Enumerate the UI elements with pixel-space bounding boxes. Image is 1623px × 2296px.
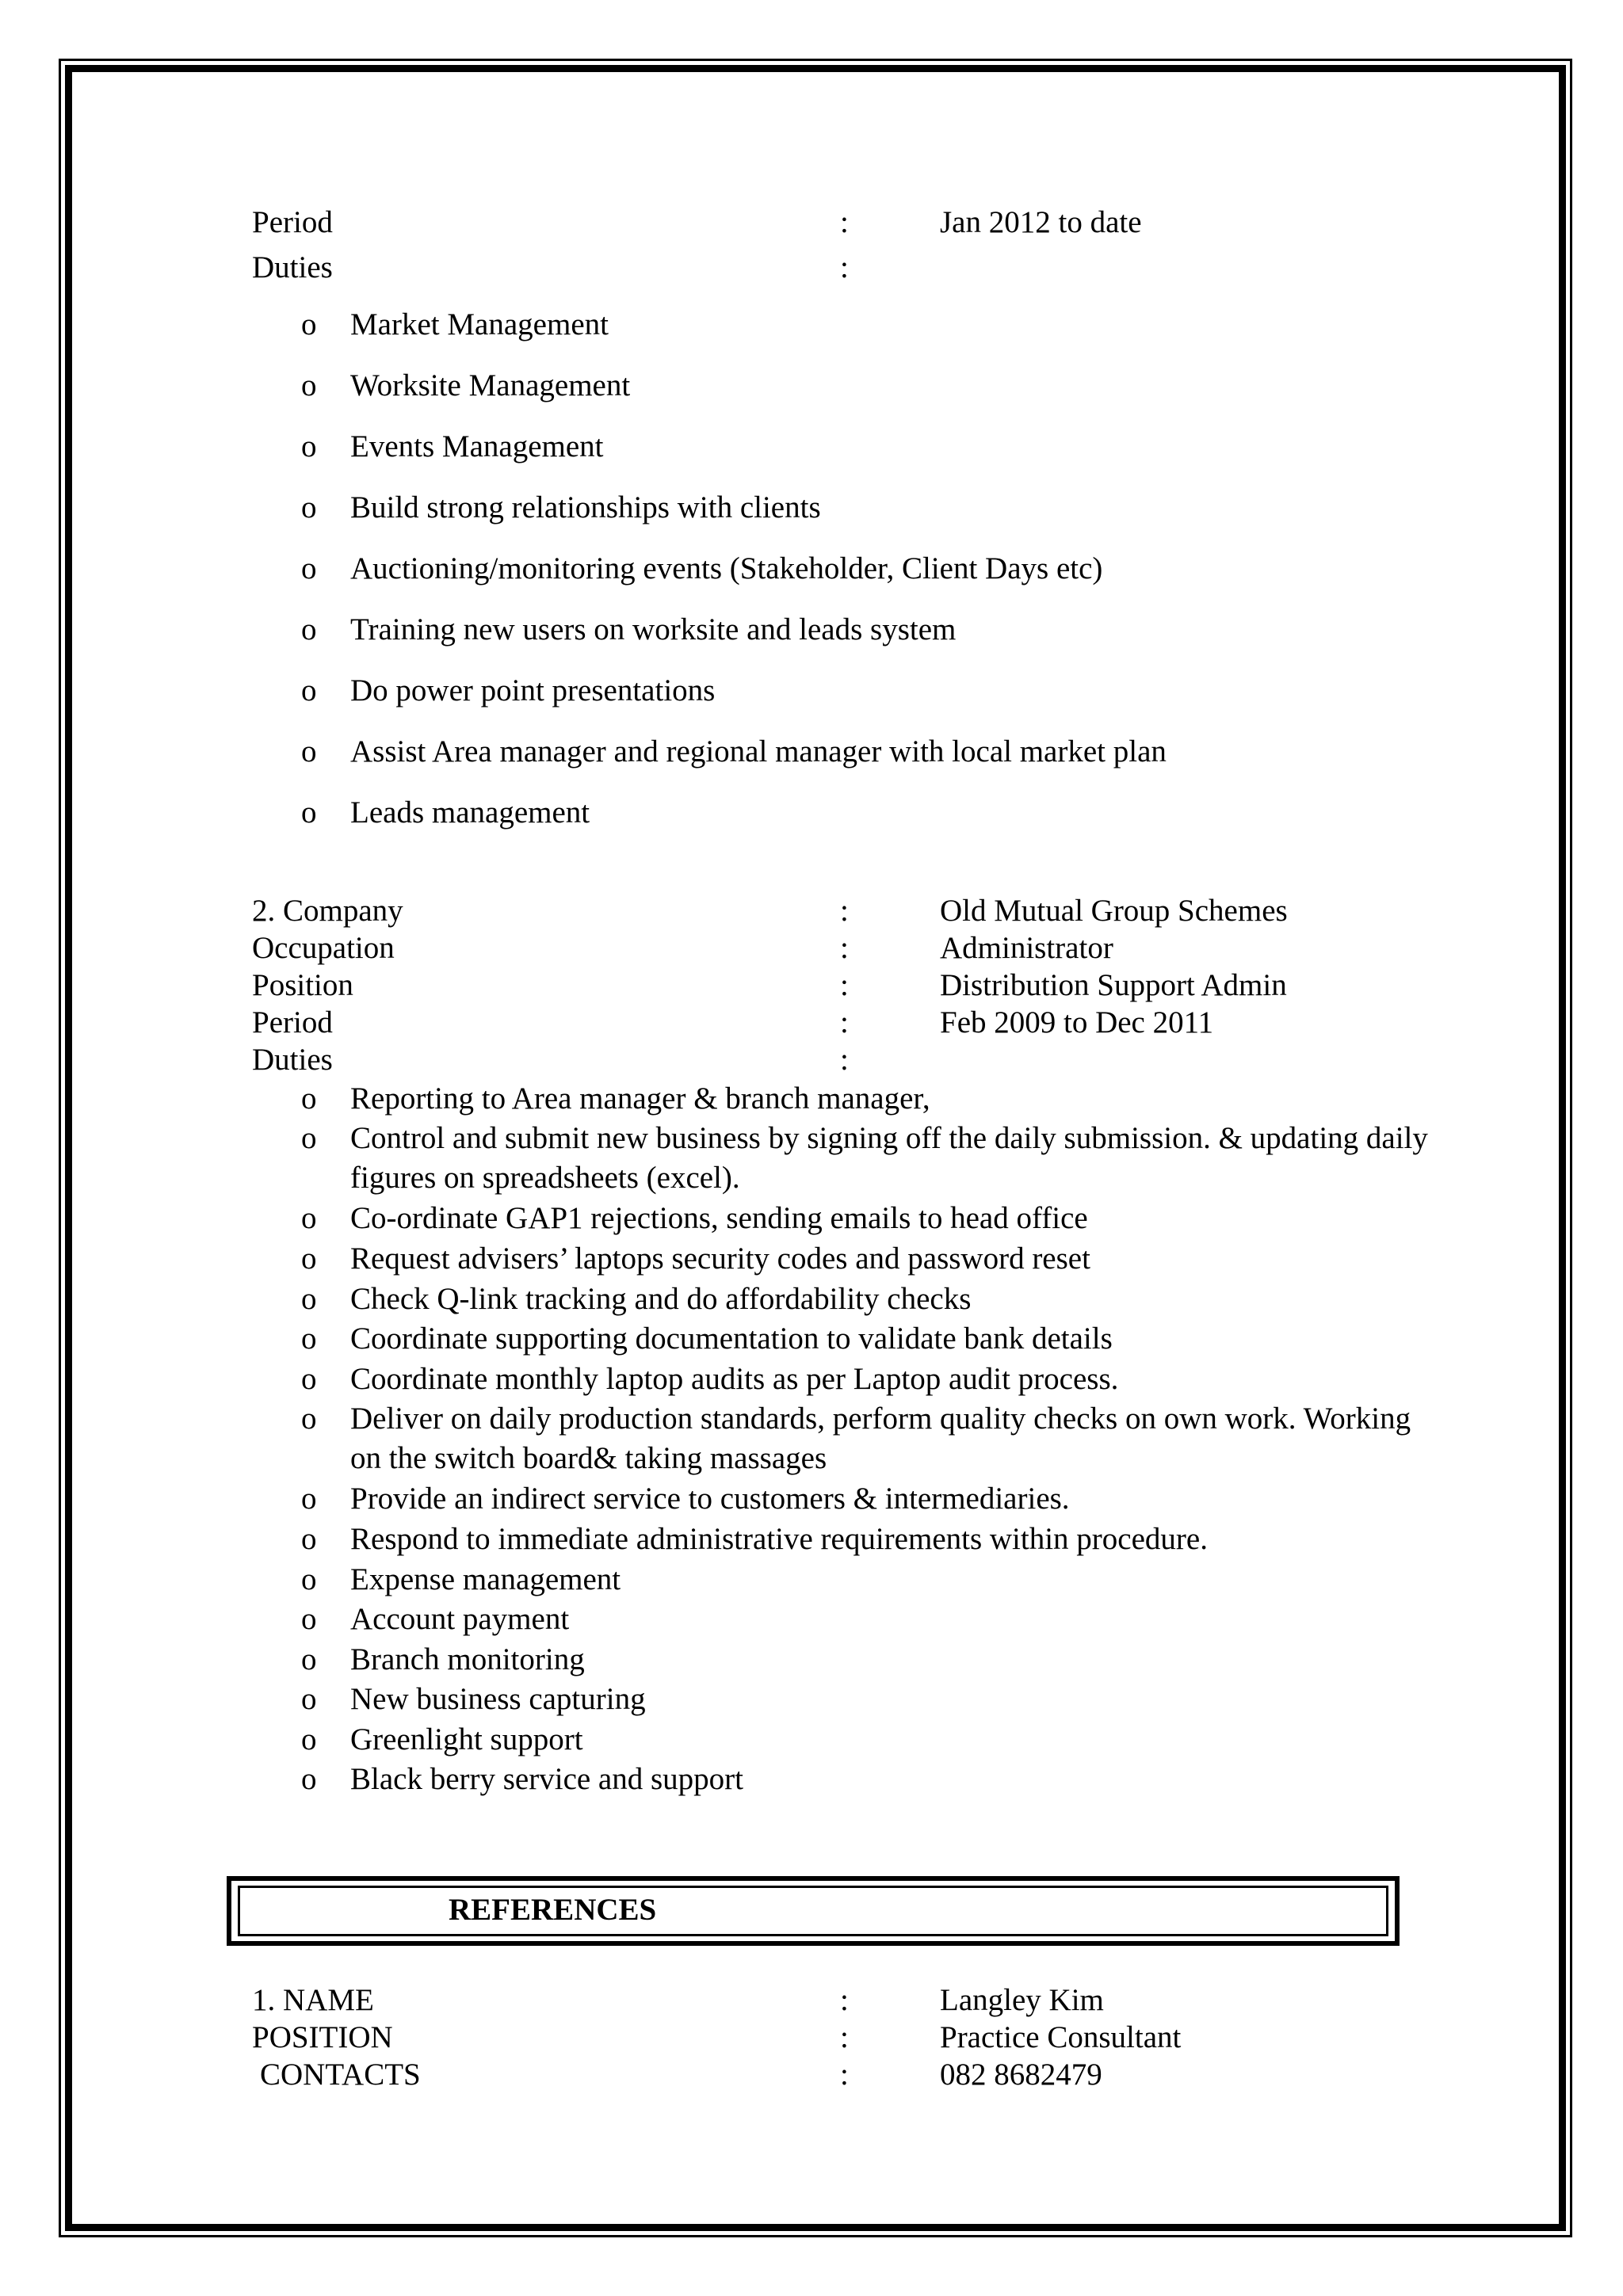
colon: :: [840, 205, 849, 239]
bullet-icon: o: [301, 1402, 317, 1436]
bullet-icon: o: [301, 1682, 317, 1716]
colon: :: [840, 894, 849, 928]
reference-position-label: POSITION: [252, 2020, 393, 2054]
colon: :: [840, 1005, 849, 1039]
job2-company-value: Old Mutual Group Schemes: [940, 894, 1288, 928]
reference-name-row: [252, 1981, 1441, 2020]
bullet-icon: o: [301, 1201, 317, 1235]
bullet-icon: o: [301, 1081, 317, 1116]
job1-period-row: [252, 203, 1441, 242]
bullet-icon: o: [301, 551, 317, 585]
bullet-icon: o: [301, 1121, 317, 1155]
bullet-icon: o: [301, 612, 317, 646]
job2-period-label: Period: [252, 1005, 333, 1039]
job2-position-row: [252, 966, 1441, 1005]
reference-contacts-row: [252, 2055, 1441, 2095]
bullet-icon: o: [301, 307, 317, 341]
job2-duties-label: Duties: [252, 1043, 333, 1077]
bullet-icon: o: [301, 1602, 317, 1636]
bullet-icon: o: [301, 1722, 317, 1756]
job2-duties-row: [252, 1040, 1441, 1080]
bullet-icon: o: [301, 1241, 317, 1276]
colon: :: [840, 1043, 849, 1077]
reference-position-row: [252, 2018, 1441, 2058]
colon: :: [840, 968, 849, 1002]
reference-contacts-label: CONTACTS: [260, 2058, 421, 2092]
references-heading: REFERENCES: [449, 1893, 657, 1927]
bullet-icon: o: [301, 734, 317, 769]
job1-duties-label: Duties: [252, 250, 333, 284]
references-box-inner: [238, 1886, 1388, 1936]
bullet-icon: o: [301, 673, 317, 707]
colon: :: [840, 2058, 849, 2092]
job2-company-label: 2. Company: [252, 894, 403, 928]
job1-duties-row: [252, 248, 1441, 288]
job1-period-value: Jan 2012 to date: [940, 205, 1142, 239]
bullet-icon: o: [301, 1562, 317, 1596]
job2-period-value: Feb 2009 to Dec 2011: [940, 1005, 1214, 1039]
bullet-icon: o: [301, 1482, 317, 1516]
bullet-icon: o: [301, 1762, 317, 1796]
bullet-icon: o: [301, 795, 317, 830]
bullet-icon: o: [301, 429, 317, 463]
reference-name-label: 1. NAME: [252, 1983, 374, 2017]
colon: :: [840, 1983, 849, 2017]
colon: :: [840, 2020, 849, 2054]
reference-name-value: Langley Kim: [940, 1983, 1104, 2017]
bullet-icon: o: [301, 1522, 317, 1556]
job2-occupation-value: Administrator: [940, 931, 1113, 965]
job2-occupation-label: Occupation: [252, 931, 395, 965]
bullet-icon: o: [301, 1282, 317, 1316]
job2-period-row: [252, 1003, 1441, 1043]
reference-contacts-value: 082 8682479: [940, 2058, 1102, 2092]
colon: :: [840, 931, 849, 965]
bullet-icon: o: [301, 490, 317, 524]
job2-occupation-row: [252, 929, 1441, 968]
bullet-icon: o: [301, 1362, 317, 1396]
job2-position-label: Position: [252, 968, 353, 1002]
bullet-icon: o: [301, 368, 317, 402]
job1-period-label: Period: [252, 205, 333, 239]
job2-position-value: Distribution Support Admin: [940, 968, 1287, 1002]
bullet-icon: o: [301, 1322, 317, 1356]
bullet-icon: o: [301, 1642, 317, 1676]
colon: :: [840, 250, 849, 284]
reference-position-value: Practice Consultant: [940, 2020, 1182, 2054]
job2-company-row: [252, 891, 1441, 931]
